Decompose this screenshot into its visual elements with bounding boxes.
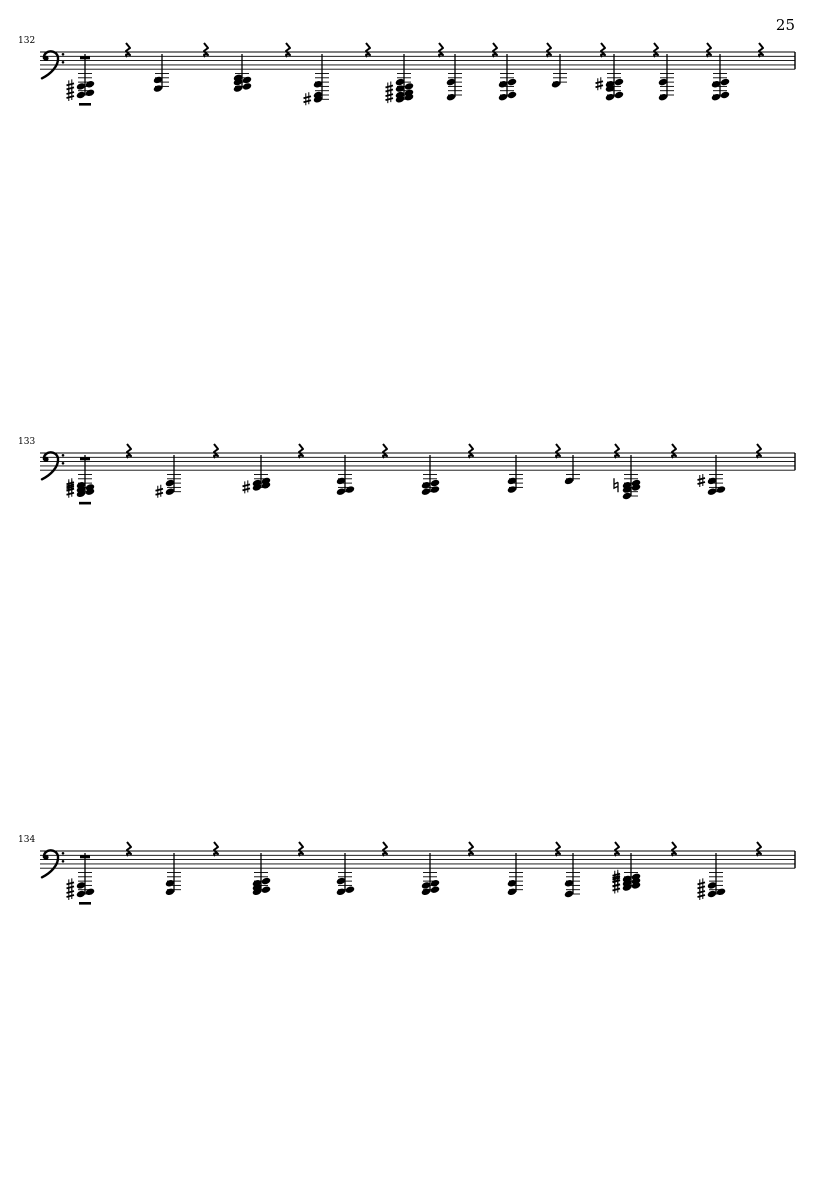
measure-number: 133 [18,437,36,447]
quarter-rest [547,43,551,57]
notehead [85,888,95,897]
quarter-rest [672,444,676,458]
notehead [614,91,624,100]
notehead [345,485,355,494]
quarter-rest [556,444,560,458]
quarter-rest [127,842,131,856]
sharp-sign [158,485,161,498]
bass-clef-dot [62,852,65,855]
staff-system [18,835,795,905]
chord [233,54,252,93]
quarter-rest [204,43,208,57]
chord [711,54,730,101]
sharp-sign [700,878,703,891]
sharp-sign [69,79,72,92]
sharp-sign [156,489,164,495]
quarter-rest [615,444,619,458]
quarter-rest [757,444,761,458]
bass-clef-dot [43,457,48,462]
notehead [345,885,355,894]
sharp-sign [698,891,706,897]
sharp-sign [245,480,248,493]
quarter-rest [366,43,370,57]
low-half-rest [79,902,91,905]
quarter-rest [757,842,761,856]
measure-number: 132 [18,36,36,46]
notehead [261,885,271,894]
chord [551,54,567,89]
quarter-rest [493,43,497,57]
sharp-sign [67,92,75,98]
chord [67,54,96,106]
chord [498,54,517,101]
sharp-sign [67,891,75,897]
sharp-sign [596,81,604,87]
notehead [85,89,95,98]
chord [304,54,330,105]
bass-clef-dot [62,53,65,56]
quarter-rest [759,43,763,57]
bass-clef-dot [43,855,48,860]
sharp-sign [386,94,394,100]
sharp-sign [598,77,601,90]
quarter-rest [214,444,218,458]
sharp-sign [243,484,251,490]
quarter-rest [127,444,131,458]
notehead [430,485,440,494]
staff-system [18,36,795,106]
sharp-sign [386,86,394,92]
sharp-sign [700,474,703,487]
chord [658,54,674,101]
notehead [242,82,252,91]
low-half-rest [79,103,91,106]
notehead [716,888,726,897]
notehead [404,82,414,91]
sharp-sign [306,92,309,105]
bass-clef-dot [43,56,48,61]
quarter-rest [556,842,560,856]
sharp-sign [698,478,706,484]
chord [67,455,96,504]
staff-system [18,437,795,504]
chord [446,54,462,101]
natural-sign [614,478,618,492]
notehead [85,80,95,89]
quarter-rest [707,43,711,57]
chord [507,455,523,494]
quarter-rest [469,842,473,856]
notehead [614,78,624,87]
sharp-sign [69,878,72,891]
chord [613,853,642,894]
bass-clef-dot [62,860,65,863]
low-half-rest [79,502,91,505]
sharp-sign [67,882,75,888]
quarter-rest [299,444,303,458]
quarter-rest [383,842,387,856]
chord [243,455,272,493]
bass-clef-dot [62,462,65,465]
notehead [430,479,440,488]
quarter-rest [286,43,290,57]
quarter-rest [383,444,387,458]
sharp-sign [698,882,706,888]
chord [386,54,415,104]
quarter-rest [654,43,658,57]
quarter-rest [601,43,605,57]
quarter-rest [299,842,303,856]
sharp-sign [67,83,75,89]
chord [67,853,96,905]
notehead [720,91,730,100]
quarter-rest [439,43,443,57]
notehead [507,78,517,87]
notehead [242,76,252,85]
chord [153,54,169,93]
quarter-rest [672,842,676,856]
page-number: 25 [775,16,795,34]
notehead [716,485,726,494]
notehead [507,91,517,100]
quarter-rest [126,43,130,57]
sharp-sign [388,82,391,95]
chord [596,54,625,101]
bass-clef-dot [62,454,65,457]
quarter-rest [615,842,619,856]
bass-clef-dot [62,61,65,64]
quarter-rest [214,842,218,856]
quarter-rest [469,444,473,458]
sharp-sign [304,96,312,102]
notehead [430,879,440,888]
notehead [430,885,440,894]
measure-number: 134 [18,835,36,845]
notehead [261,877,271,886]
notehead [720,78,730,87]
